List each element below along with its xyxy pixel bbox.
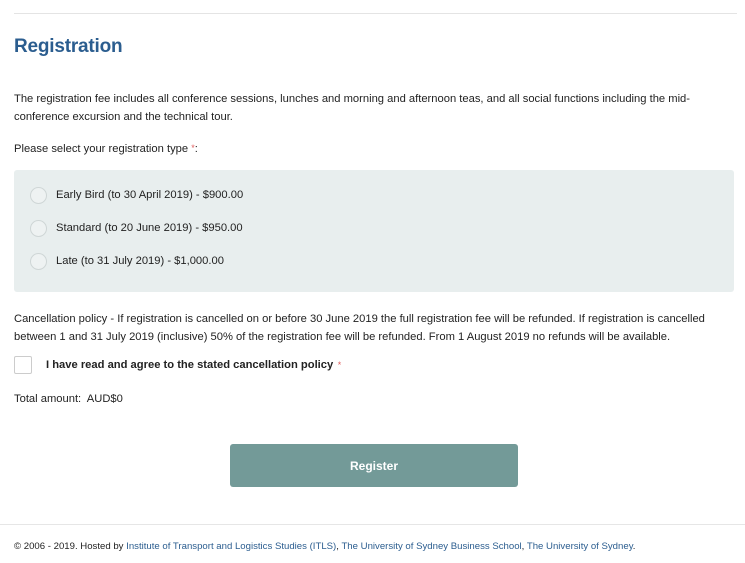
required-marker: * [191, 143, 195, 153]
agree-policy-row[interactable] [14, 356, 341, 374]
agree-policy-checkbox[interactable] [14, 356, 32, 374]
radio-late[interactable] [30, 253, 47, 270]
registration-type-label [14, 143, 198, 155]
footer [14, 541, 635, 552]
option-standard[interactable] [30, 218, 243, 238]
radio-standard[interactable] [30, 220, 47, 237]
option-label-early-bird: Early Bird (to 30 April 2019) - $900.00 [56, 189, 244, 201]
option-label-standard: Standard (to 20 June 2019) - $950.00 [56, 222, 243, 234]
footer-copyright: © 2006 - 2019. Hosted by [14, 541, 124, 552]
total-amount [14, 393, 123, 405]
registration-type-colon: : [194, 143, 198, 155]
cancellation-policy-text: Cancellation policy - If registration is cancelled on or before 30 June 2019 the full registration fee will be refunded. If registration is cancelled between 1 and 31 July 2019 (inclusive) 50% of the registration fee will be refunded. From 1 August 2019 no refunds will be available. [14, 313, 705, 343]
option-early-bird[interactable] [30, 185, 243, 205]
footer-link-business-school[interactable]: The University of Sydney Business School [341, 541, 522, 552]
footer-divider [0, 524, 745, 525]
option-late[interactable] [30, 251, 224, 271]
intro-text: The registration fee includes all conference sessions, lunches and morning and afternoon teas, and all social functions including the mid-conference excursion and the technical tour. [14, 93, 690, 123]
agree-policy-label: I have read and agree to the stated cancellation policy [46, 359, 334, 371]
total-amount-label: Total amount: [14, 393, 82, 405]
footer-separator-2: , [521, 541, 525, 552]
footer-end: . [632, 541, 636, 552]
footer-separator-1: , [336, 541, 339, 552]
register-button[interactable]: Register [230, 444, 518, 487]
agree-required-marker: * [337, 360, 342, 370]
footer-link-itls[interactable]: Institute of Transport and Logistics Studies (ITLS) [126, 541, 337, 552]
radio-early-bird[interactable] [30, 187, 47, 204]
top-divider [14, 13, 737, 14]
total-amount-value: AUD$0 [86, 393, 123, 405]
registration-options-panel [14, 170, 734, 292]
page-title: Registration [14, 36, 123, 57]
footer-link-usyd[interactable]: The University of Sydney [526, 541, 633, 552]
registration-type-prompt: Please select your registration type [14, 143, 189, 155]
option-label-late: Late (to 31 July 2019) - $1,000.00 [56, 255, 224, 267]
